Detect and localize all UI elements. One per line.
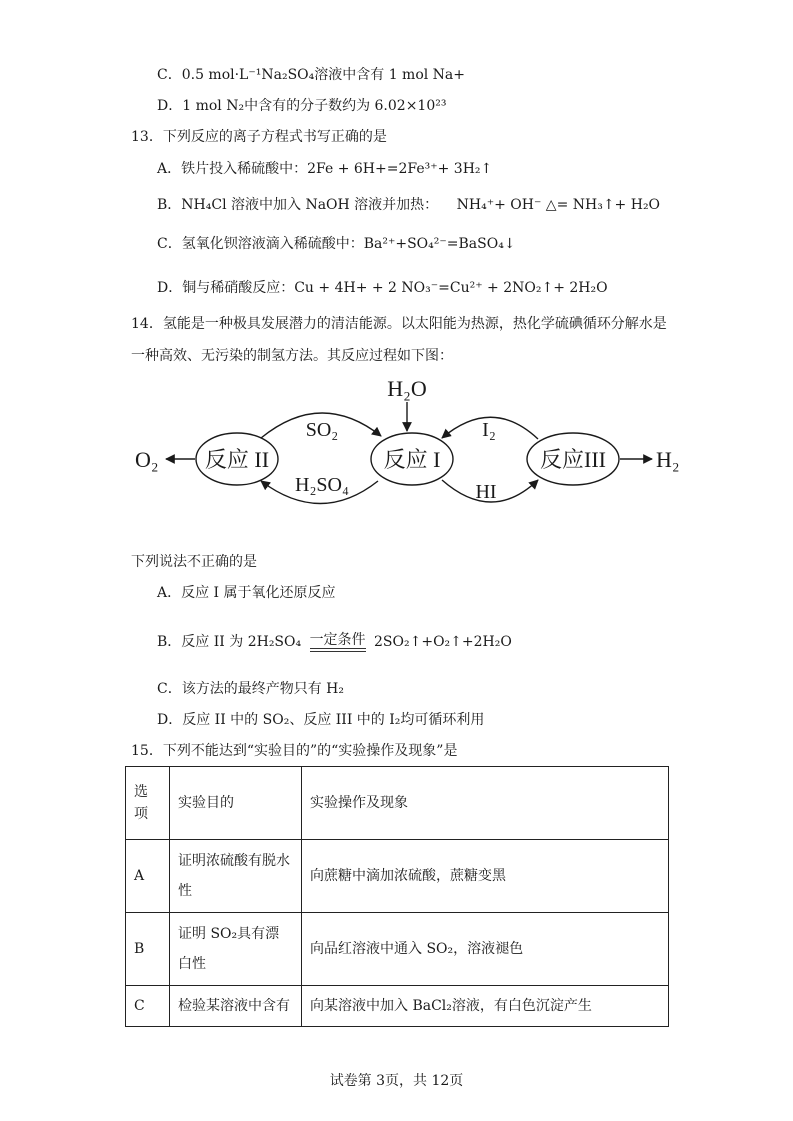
table-cell-option: A [126,840,170,913]
i2-label: I₂ [482,419,496,441]
q14-option-b [157,632,512,652]
table-row [126,986,669,1027]
page-footer: 试卷第 3页，共 12页 [329,1073,464,1089]
q13-option-b-equation: NH₄⁺+ OH⁻ △= NH₃↑+ H₂O [456,197,661,213]
q13-option-a: A．铁片投入稀硫酸中：2Fe + 6H+=2Fe³⁺+ 3H₂↑ [157,161,493,177]
table-row [126,840,669,913]
q12-option-c: C．0.5 mol·L⁻¹Na₂SO₄溶液中含有 1 mol Na+ [157,67,466,83]
o2-label: O₂ [135,447,159,472]
q14-option-c: C．该方法的最终产物只有 H₂ [157,681,344,697]
q13-option-c: C．氢氧化钡溶液滴入稀硫酸中：Ba²⁺+SO₄²⁻=BaSO₄↓ [157,236,516,252]
table-cell-operation: 向品红溶液中通入 SO₂，溶液褪色 [302,913,669,986]
q14-stem-line2: 一种高效、无污染的制氢方法。其反应过程如下图： [131,348,453,364]
q13-option-b [157,196,660,214]
table-header-operation: 实验操作及现象 [302,767,669,840]
table-cell-option: C [126,986,170,1027]
reaction-i-label: 反应 I [383,447,441,472]
reaction-iii-label: 反应III [540,447,606,472]
table-header-purpose: 实验目的 [170,767,302,840]
q13-option-b-text: B．NH₄Cl 溶液中加入 NaOH 溶液并加热： [157,197,439,213]
table-cell-purpose: 证明 SO₂具有漂白性 [170,913,302,986]
reaction-condition [310,632,366,652]
table-row [126,913,669,986]
sulfur-iodine-cycle-diagram [126,374,686,514]
h2-label: H₂ [656,447,680,472]
so2-label: SO₂ [305,419,339,441]
reaction-condition-label: 一定条件 [309,632,366,648]
reaction-condition-bar [310,648,366,652]
q14-option-a: A．反应 I 属于氧化还原反应 [157,585,336,601]
q13-option-d: D．铜与稀硝酸反应：Cu + 4H+ + 2 NO₃⁻=Cu²⁺ + 2NO₂↑+ 2H₂O [157,280,608,296]
table-cell-operation: 向蔗糖中滴加浓硫酸，蔗糖变黑 [302,840,669,913]
table-cell-option: B [126,913,170,986]
q14-stem-line1: 14．氢能是一种极具发展潜力的清洁能源。以太阳能为热源，热化学硫碘循环分解水是 [131,316,667,332]
h2so4-label: H₂SO₄ [295,474,349,496]
q13-stem: 13．下列反应的离子方程式书写正确的是 [131,129,387,145]
q14-option-b-prefix: B．反应 II 为 2H₂SO₄ [157,634,302,650]
reaction-ii-label: 反应 II [204,447,270,472]
table-cell-purpose: 证明浓硫酸有脱水性 [170,840,302,913]
q14-option-d: D．反应 II 中的 SO₂、反应 III 中的 I₂均可循环利用 [157,712,485,728]
h2o-label: H₂O [387,376,427,401]
table-header-row [126,767,669,840]
q15-stem: 15．下列不能达到“实验目的”的“实验操作及现象”是 [131,743,458,759]
q14-question: 下列说法不正确的是 [131,554,257,570]
experiment-table [125,766,669,1027]
hi-label: HI [475,481,497,503]
table-header-option: 选项 [126,767,170,840]
table-cell-operation: 向某溶液中加入 BaCl₂溶液，有白色沉淀产生 [302,986,669,1027]
q14-option-b-suffix: 2SO₂↑+O₂↑+2H₂O [374,634,512,650]
table-cell-purpose: 检验某溶液中含有 [170,986,302,1027]
q12-option-d: D．1 mol N₂中含有的分子数约为 6.02×10²³ [157,98,447,114]
